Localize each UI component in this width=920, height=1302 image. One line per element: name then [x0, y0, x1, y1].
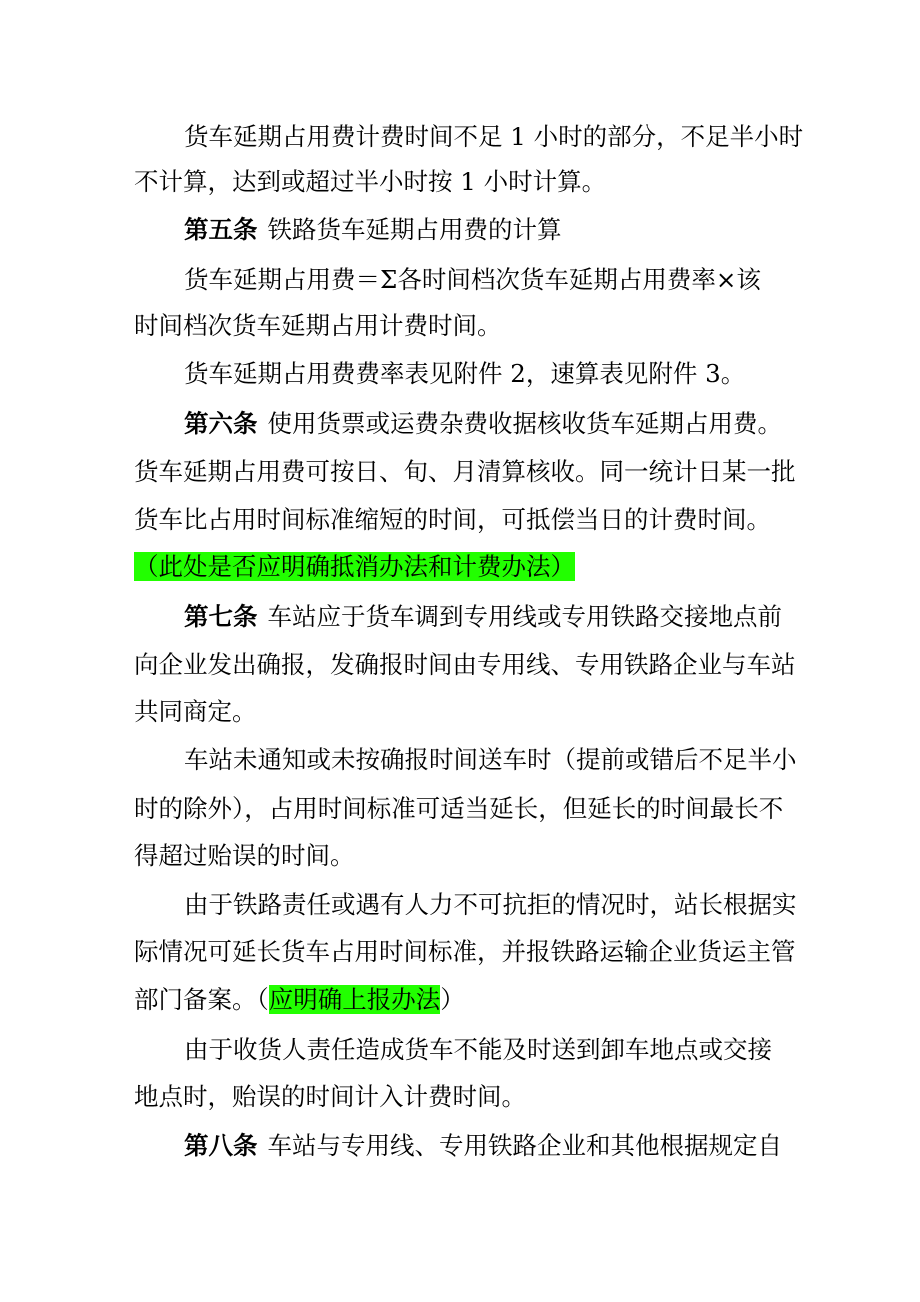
paragraph-line: 地点时，贻误的时间计入计费时间。	[134, 1082, 526, 1111]
article-7-line	[184, 602, 782, 632]
paragraph-line: 车站未通知或未按确报时间送车时（提前或错后不足半小	[184, 745, 797, 774]
line-text: ）	[440, 985, 465, 1014]
article-heading: 第六条	[184, 409, 258, 438]
article-text: 使用货票或运费杂费收据核收货车延期占用费。	[267, 409, 782, 438]
article-heading: 第五条	[184, 215, 258, 244]
highlighted-comment: （此处是否应明确抵消办法和计费办法）	[134, 552, 575, 581]
article-heading: 第七条	[184, 602, 258, 631]
line-text: 部门备案。（	[134, 985, 269, 1014]
paragraph-line: 向企业发出确报，发确报时间由专用线、专用铁路企业与车站	[134, 650, 796, 679]
paragraph-line: 由于收货人责任造成货车不能及时送到卸车地点或交接	[184, 1035, 772, 1064]
article-text: 铁路货车延期占用费的计算	[267, 215, 562, 244]
paragraph-line: 货车延期占用费费率表见附件 2，速算表见附件 3。	[184, 359, 746, 388]
paragraph-line: 时间档次货车延期占用计费时间。	[134, 311, 502, 340]
highlighted-comment: 应明确上报办法	[268, 985, 441, 1014]
paragraph-line: 得超过贻误的时间。	[134, 841, 355, 870]
paragraph-line: 共同商定。	[134, 697, 257, 726]
article-5-line	[184, 215, 562, 245]
paragraph-line: 际情况可延长货车占用时间标准，并报铁路运输企业货运主管	[134, 937, 796, 966]
paragraph-line: 货车延期占用费可按日、旬、月清算核收。同一统计日某一批	[134, 457, 796, 486]
paragraph-line: 货车比占用时间标准缩短的时间，可抵偿当日的计费时间。	[134, 505, 771, 534]
paragraph-line: 时的除外），占用时间标准可适当延长，但延长的时间最长不	[134, 794, 784, 823]
paragraph-line: 不计算，达到或超过半小时按 1 小时计算。	[134, 167, 607, 196]
paragraph-line: 货车延期占用费＝Σ各时间档次货车延期占用费率×该	[184, 265, 761, 294]
article-6-line	[184, 409, 782, 439]
paragraph-line: 货车延期占用费计费时间不足 1 小时的部分，不足半小时	[184, 122, 804, 151]
paragraph-line	[134, 552, 575, 582]
article-8-line	[184, 1131, 782, 1161]
article-text: 车站与专用线、专用铁路企业和其他根据规定自	[267, 1131, 782, 1160]
paragraph-line	[134, 985, 465, 1015]
article-text: 车站应于货车调到专用线或专用铁路交接地点前	[267, 602, 782, 631]
article-heading: 第八条	[184, 1131, 258, 1160]
paragraph-line: 由于铁路责任或遇有人力不可抗拒的情况时，站长根据实	[184, 890, 797, 919]
